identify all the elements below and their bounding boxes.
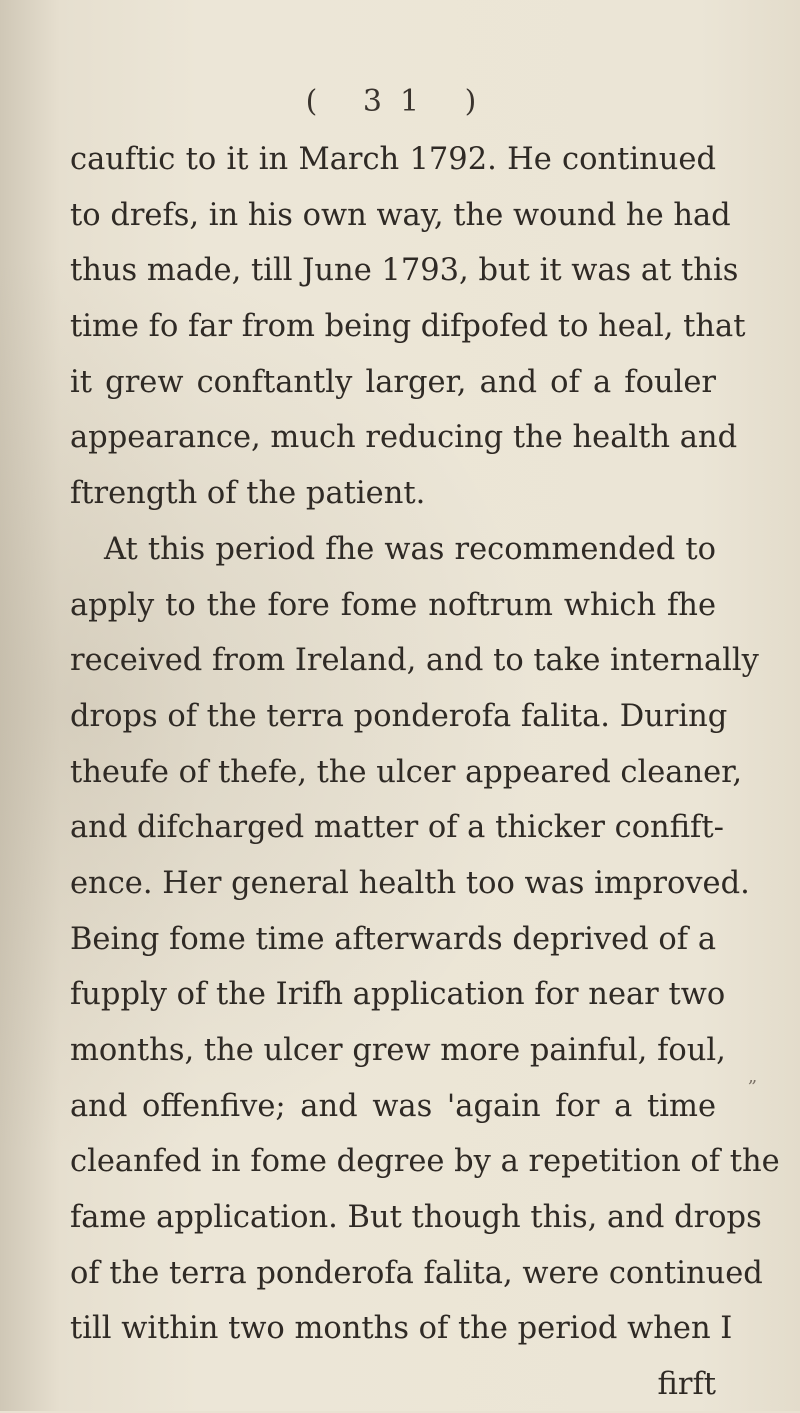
text-line: ence. Her general health too was improved. xyxy=(70,865,750,901)
text-line: ftrength of the patient. xyxy=(70,476,426,512)
text-line: to drefs, in his own way, the wound he had xyxy=(70,197,731,233)
text-line: cauftic to it in March 1792. He continued xyxy=(70,142,716,177)
text-line: appearance, much reducing the health and xyxy=(70,420,738,456)
text-line: of the terra ponderofa falita, were continued xyxy=(70,1255,763,1291)
text-line: time fo far from being difpofed to heal, that xyxy=(70,309,746,345)
text-line: At this period fhe was recommended to xyxy=(104,531,716,567)
stray-mark: „ xyxy=(748,1066,758,1087)
text-line: theufe of thefe, the ulcer appeared cleaner, xyxy=(70,754,743,790)
text-line: fupply of the Irifh application for near two xyxy=(70,977,726,1013)
text-line: apply to the fore fome noftrum which fhe xyxy=(70,587,716,623)
page-number: ( 31 ) xyxy=(305,84,495,119)
text-line: fame application. But though this, and drops xyxy=(70,1200,762,1236)
text-line: till within two months of the period when I xyxy=(70,1311,733,1347)
text-line: thus made, till June 1793, but it was at this xyxy=(70,253,739,289)
text-line: cleanfed in fome degree by a repetition of the xyxy=(70,1144,780,1180)
body-text xyxy=(70,132,780,1413)
text-line: and offenfive; and was 'again for a time xyxy=(70,1088,716,1124)
text-line: and difcharged matter of a thicker confift- xyxy=(70,810,724,846)
text-line: drops of the terra ponderofa falita. During xyxy=(70,698,728,734)
text-line: it grew conftantly larger, and of a fouler xyxy=(70,364,716,400)
text-line: Being fome time afterwards deprived of a xyxy=(70,921,716,957)
catchword: firft xyxy=(657,1367,716,1403)
text-line: months, the ulcer grew more painful, foul, xyxy=(70,1033,726,1068)
text-line: received from Ireland, and to take internally xyxy=(70,643,759,679)
